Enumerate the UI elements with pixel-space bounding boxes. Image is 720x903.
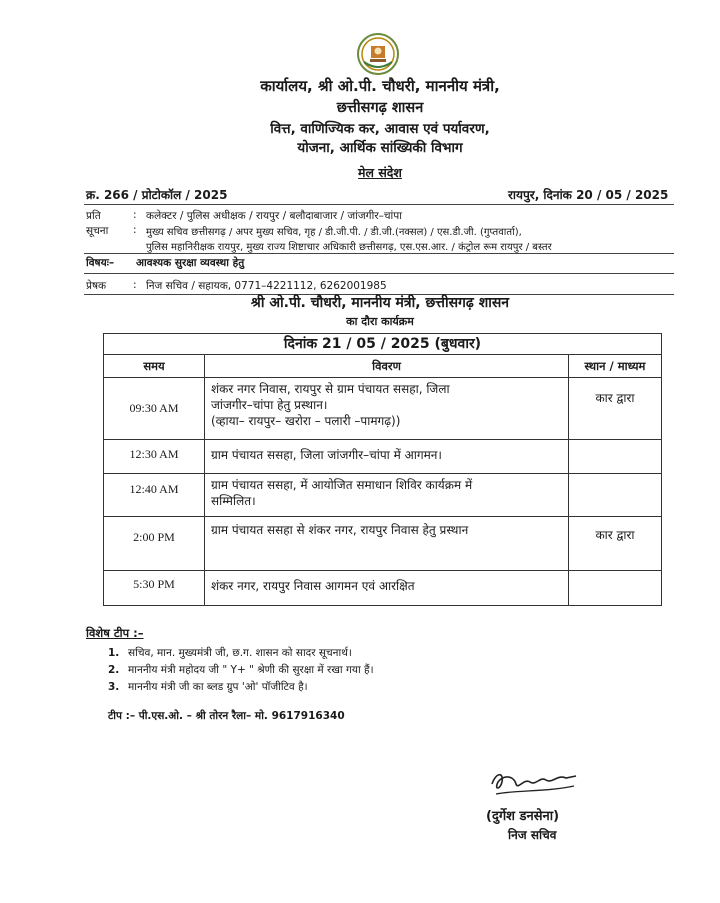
row-time: 12:30 AM [104,440,205,473]
signature-icon [486,766,582,802]
government-title: छत्तीसगढ़ शासन [336,100,424,116]
place-date: रायपुर, दिनांक 20 / 05 / 2025 [508,188,669,202]
row-details: ग्राम पंचायत ससहा, जिला जांजगीर–चांपा में आगमन। [205,440,569,473]
suchna-value-2: पुलिस महानिरीक्षक रायपुर, मुख्य राज्य शिष्टाचार अधिकारी छत्तीसगढ़, एस.एस.आर. / कंट्रोल रूम रायपुर / बस्तर [146,242,552,253]
header-details: विवरण [205,355,569,377]
sender-value: निज सचिव / सहायक, 0771–4221112, 6262001985 [146,280,387,292]
row-details [205,378,569,439]
row-details-line: सम्मिलित। [211,494,256,508]
reference-number: क्र. 266 / प्रोटोकॉल / 2025 [86,188,228,202]
table-row [104,440,661,474]
table-header [104,355,661,378]
row-place [569,474,661,516]
special-notes-title: विशेष टीप :– [86,626,144,640]
row-details: ग्राम पंचायत ससहा से शंकर नगर, रायपुर निवास हेतु प्रस्थान [205,517,569,570]
sender-label: प्रेषक [86,280,107,292]
schedule-table [103,333,662,606]
list-item [108,663,374,677]
divider [84,253,674,254]
note-text: सचिव, मान. मुख्यमंत्री जी, छ.ग. शासन को सादर सूचनार्थ। [128,647,352,659]
signer-name: (दुर्गेश डनसेना) [486,809,560,824]
note-text: माननीय मंत्री महोदय जी " Y+ " श्रेणी की सुरक्षा में रखा गया हैं। [128,664,374,676]
department-line-2: योजना, आर्थिक सांख्यिकी विभाग [297,140,463,156]
minister-title: श्री ओ.पी. चौधरी, माननीय मंत्री, छत्तीसगढ़ शासन [250,295,510,311]
state-emblem-icon [356,32,400,76]
prati-value: कलेक्टर / पुलिस अधीक्षक / रायपुर / बलौदाबाजार / जांजगीर–चांपा [146,210,402,222]
program-title: का दौरा कार्यक्रम [346,315,414,328]
row-details: शंकर नगर, रायपुर निवास आगमन एवं आरक्षित [205,571,569,605]
row-place: कार द्वारा [595,528,635,542]
suchna-value-1: मुख्य सचिव छत्तीसगढ़ / अपर मुख्य सचिव, गृह / डी.जी.पी. / डी.जी.(नक्सल) / एस.डी.जी. (गुप्तवार्ता), [146,227,522,238]
row-details [205,474,569,516]
office-title: कार्यालय, श्री ओ.पी. चौधरी, माननीय मंत्री, [260,77,500,95]
schedule-date: दिनांक 21 / 05 / 2025 (बुधवार) [104,334,661,355]
note-number: 3. [108,681,120,693]
list-item [108,646,352,660]
row-details-line: शंकर नगर निवास, रायपुर से ग्राम पंचायत ससहा, जिला [211,382,450,396]
subject-value: आवश्यक सुरक्षा व्यवस्था हेतु [136,257,245,269]
subject-label: विषयः– [86,257,115,269]
row-details-line: ग्राम पंचायत ससहा, में आयोजित समाधान शिविर कार्यक्रम में [211,478,473,492]
divider [84,273,674,274]
signer-designation: निज सचिव [508,828,557,842]
table-row [104,517,661,571]
list-item [108,680,308,694]
table-row [104,378,661,440]
pso-tip: टीप :– पी.एस.ओ. – श्री तोरन रैला– मो. 9617916340 [108,710,345,722]
prati-label: प्रति [86,210,101,222]
divider [84,204,674,205]
table-row [104,571,661,605]
note-text: माननीय मंत्री जी का ब्लड ग्रुप 'ओ' पॉजीटिव है। [128,681,308,693]
row-time: 5:30 PM [104,571,205,605]
table-row [104,474,661,517]
row-time: 12:40 AM [104,474,205,516]
note-number: 2. [108,664,120,676]
colon: : [133,224,137,236]
row-time: 2:00 PM [104,517,205,570]
department-line-1: वित्त, वाणिज्यिक कर, आवास एवं पर्यावरण, [270,121,490,137]
header-time: समय [104,355,205,377]
row-place [569,440,661,473]
row-place [569,571,661,605]
header-place: स्थान / माध्यम [584,359,646,373]
mail-message-title: मेल संदेश [358,165,402,180]
row-time: 09:30 AM [104,378,205,439]
note-number: 1. [108,647,120,659]
colon: : [133,209,137,221]
row-details-line: (व्हाया– रायपुर– खरोरा – पलारी –पामगढ़)) [211,414,401,428]
colon: : [133,279,137,291]
row-place: कार द्वारा [595,391,635,405]
suchna-label: सूचना [86,225,109,237]
row-details-line: जांजगीर–चांपा हेतु प्रस्थान। [211,398,328,412]
